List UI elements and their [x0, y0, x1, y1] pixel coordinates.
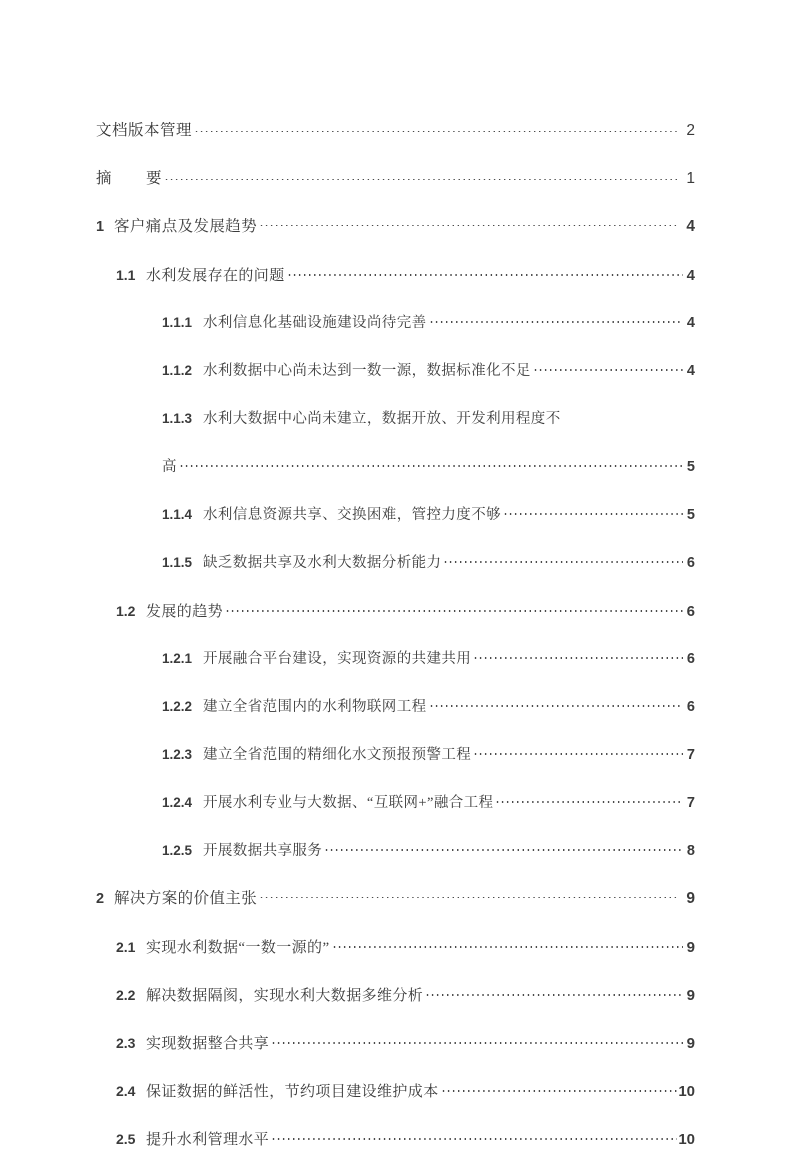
- dot-leader: [259, 888, 677, 904]
- toc-entry[interactable]: [96, 1115, 695, 1163]
- toc-entry-number: 1.1.5: [162, 555, 193, 570]
- toc-entry-number: 2.3: [116, 1035, 136, 1051]
- toc-entry-line: [162, 347, 695, 395]
- toc-entry[interactable]: [96, 491, 695, 539]
- toc-entry[interactable]: [96, 1067, 695, 1115]
- toc-entry-number: 1.2: [116, 603, 136, 619]
- toc-entry-line: [96, 107, 695, 155]
- toc-entry[interactable]: [96, 779, 695, 827]
- toc-entry-title: 建立全省范围内的水利物联网工程: [203, 699, 427, 715]
- toc-entry-number: 1: [96, 219, 105, 235]
- toc-entry[interactable]: [96, 731, 695, 779]
- dot-leader: [164, 168, 677, 184]
- toc-entry-page-number: 4: [686, 218, 695, 235]
- toc-entry-number: 1.2.1: [162, 651, 193, 666]
- toc-entry[interactable]: [96, 299, 695, 347]
- toc-entry-number: 1.2.4: [162, 795, 193, 810]
- toc-entry[interactable]: [96, 875, 695, 923]
- dot-leader: [429, 313, 684, 328]
- dot-leader: [443, 553, 683, 568]
- toc-entry-page-number: 6: [686, 555, 695, 571]
- toc-entry-line: [162, 395, 695, 443]
- toc-entry[interactable]: [96, 1019, 695, 1067]
- toc-entry-number: 1.1.1: [162, 315, 193, 330]
- toc-entry-page-number: 5: [686, 507, 695, 523]
- toc-entry-page-number: 4: [686, 267, 695, 284]
- dot-leader: [324, 841, 683, 856]
- toc-entry-title: 解决方案的价值主张: [114, 890, 258, 907]
- toc-entry-title: 保证数据的鲜活性，节约项目建设维护成本: [146, 1084, 439, 1100]
- toc-entry-number: 2.1: [116, 939, 136, 955]
- toc-entry-page-number: 8: [686, 843, 695, 859]
- toc-entry-title: 文档版本管理: [96, 122, 193, 139]
- toc-entry-title: 客户痛点及发展趋势: [114, 218, 258, 235]
- toc-entry-line-wrapped: [162, 443, 695, 491]
- toc-entry-title: 开展融合平台建设，实现资源的共建共用: [203, 651, 472, 667]
- toc-entry-number: 2.4: [116, 1083, 136, 1099]
- toc-entry-title: 缺乏数据共享及水利大数据分析能力: [203, 555, 442, 571]
- toc-entry-line: [96, 875, 695, 923]
- toc-entry[interactable]: [96, 251, 695, 299]
- toc-entry-number: 2.2: [116, 987, 136, 1003]
- toc-entry-title-continued: 高: [162, 459, 177, 475]
- dot-leader: [271, 1129, 677, 1144]
- dot-leader: [533, 361, 683, 376]
- dot-leader: [225, 601, 683, 616]
- toc-entry-page-number: 10: [678, 1083, 695, 1100]
- toc-entry-title-part1: 摘: [96, 170, 113, 187]
- toc-entry-line: [96, 203, 695, 251]
- toc-entry[interactable]: [96, 923, 695, 971]
- toc-entry-number: 1.1.4: [162, 507, 193, 522]
- toc-entry-line: [116, 251, 695, 299]
- toc-entry[interactable]: [96, 107, 695, 155]
- toc-entry-line: [162, 827, 695, 875]
- toc-entry-title: 开展水利专业与大数据、“互联网+”融合工程: [203, 795, 494, 811]
- dot-leader: [425, 985, 683, 1000]
- table-of-contents: [96, 107, 695, 1163]
- toc-entry-page-number: 6: [686, 699, 695, 715]
- toc-entry[interactable]: [96, 587, 695, 635]
- toc-entry-title: 建立全省范围的精细化水文预报预警工程: [203, 747, 472, 763]
- dot-leader: [271, 1033, 683, 1048]
- toc-entry-title: 实现水利数据“一数一源的”: [146, 940, 330, 956]
- toc-entry-line: [162, 683, 695, 731]
- toc-entry-number: 1.2.2: [162, 699, 193, 714]
- toc-entry-line: [162, 635, 695, 683]
- toc-entry-title: 开展数据共享服务: [203, 843, 323, 859]
- toc-entry-number: 2.5: [116, 1131, 136, 1147]
- toc-entry-number: 1.1.3: [162, 411, 193, 426]
- toc-entry[interactable]: [96, 635, 695, 683]
- toc-entry-page-number: 7: [686, 795, 695, 811]
- toc-entry-title: 提升水利管理水平: [146, 1132, 270, 1148]
- dot-leader: [259, 216, 677, 232]
- dot-leader: [332, 937, 683, 952]
- toc-entry-page-number: 9: [686, 890, 695, 907]
- toc-entry[interactable]: [96, 203, 695, 251]
- toc-entry-line: [162, 779, 695, 827]
- toc-entry-line: [116, 1019, 695, 1067]
- toc-entry-title: [96, 155, 162, 203]
- dot-leader: [179, 457, 683, 472]
- dot-leader: [473, 745, 683, 760]
- toc-entry-page-number: 9: [686, 939, 695, 956]
- toc-entry-page-number: 4: [686, 363, 695, 379]
- toc-entry-number: 1.2.3: [162, 747, 193, 762]
- toc-entry-line: [162, 299, 695, 347]
- dot-leader: [441, 1081, 678, 1096]
- toc-entry-page-number: 5: [686, 459, 695, 475]
- toc-entry-title: 水利信息化基础设施建设尚待完善: [203, 315, 427, 331]
- toc-entry-title: 水利信息资源共享、交换困难，管控力度不够: [203, 507, 501, 523]
- toc-entry[interactable]: [96, 683, 695, 731]
- toc-entry-page-number: 7: [686, 747, 695, 763]
- toc-entry-page-number: 6: [686, 651, 695, 667]
- dot-leader: [473, 649, 683, 664]
- toc-entry-title: 解决数据隔阂，实现水利大数据多维分析: [146, 988, 424, 1004]
- toc-entry-page-number: 9: [686, 1035, 695, 1052]
- toc-entry-title: 水利数据中心尚未达到一数一源，数据标准化不足: [203, 363, 531, 379]
- toc-entry-title: 水利发展存在的问题: [146, 268, 285, 284]
- dot-leader: [503, 505, 683, 520]
- toc-entry-line: [162, 731, 695, 779]
- toc-entry[interactable]: [96, 155, 695, 203]
- toc-entry-number: 1.1.2: [162, 363, 193, 378]
- toc-entry-line: [116, 1067, 695, 1115]
- toc-entry-line: [162, 539, 695, 587]
- toc-entry[interactable]: [96, 539, 695, 587]
- dot-leader: [194, 120, 677, 136]
- toc-entry-title: 实现数据整合共享: [146, 1036, 270, 1052]
- toc-entry-line: [116, 587, 695, 635]
- dot-leader: [495, 793, 683, 808]
- toc-entry-title-part2: 要: [146, 170, 163, 187]
- toc-entry-page-number: 6: [686, 603, 695, 620]
- toc-entry-number: 1.1: [116, 267, 136, 283]
- toc-entry-title: 水利大数据中心尚未建立，数据开放、开发利用程度不: [203, 411, 561, 427]
- toc-entry-page-number: 2: [686, 122, 695, 139]
- toc-entry-page-number: 10: [678, 1131, 695, 1148]
- toc-entry[interactable]: [96, 395, 695, 491]
- toc-entry-line: [96, 155, 695, 203]
- toc-entry-line: [162, 491, 695, 539]
- toc-entry[interactable]: [96, 827, 695, 875]
- dot-leader: [287, 265, 683, 280]
- toc-entry-title: 发展的趋势: [146, 604, 224, 620]
- toc-entry-number: 2: [96, 891, 105, 907]
- dot-leader: [429, 697, 684, 712]
- toc-entry-page-number: 1: [686, 170, 695, 187]
- toc-entry-line: [116, 1115, 695, 1163]
- toc-entry[interactable]: [96, 347, 695, 395]
- toc-entry-page-number: 4: [686, 315, 695, 331]
- toc-entry-line: [116, 971, 695, 1019]
- toc-entry-number: 1.2.5: [162, 843, 193, 858]
- toc-entry-line: [116, 923, 695, 971]
- toc-entry-page-number: 9: [686, 987, 695, 1004]
- toc-entry[interactable]: [96, 971, 695, 1019]
